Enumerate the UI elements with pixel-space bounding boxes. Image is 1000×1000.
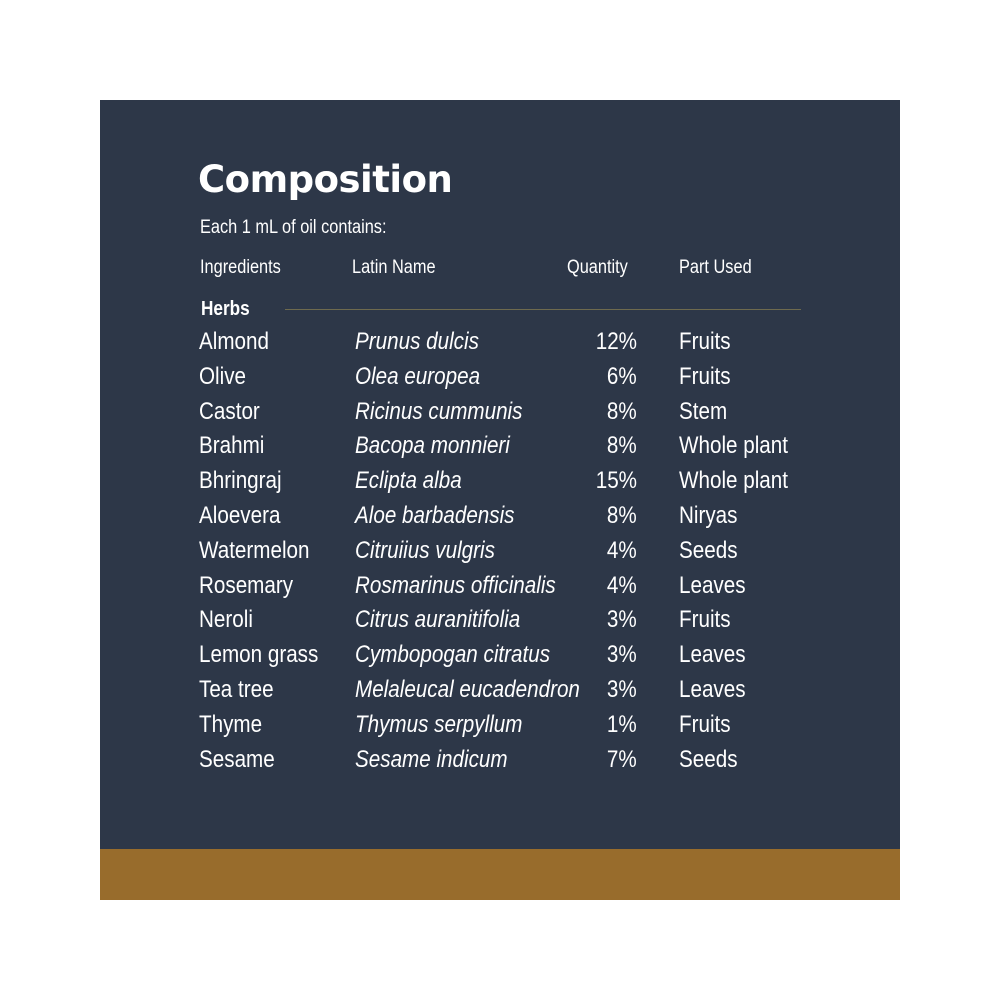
ingredient-cell: Sesame: [199, 745, 275, 773]
ingredient-cell: Neroli: [199, 606, 253, 634]
quantity-cell: 3%: [607, 675, 637, 703]
part-used-cell: Leaves: [679, 675, 746, 703]
table-row: [100, 464, 900, 499]
ingredient-cell: Thyme: [199, 710, 263, 738]
ingredient-cell: Lemon grass: [199, 641, 319, 669]
part-used-cell: Seeds: [679, 536, 738, 564]
ingredient-cell: Aloevera: [199, 501, 281, 529]
part-used-cell: Niryas: [679, 501, 738, 529]
latin-name-cell: Ricinus cummunis: [355, 397, 523, 425]
part-used-cell: Seeds: [679, 745, 738, 773]
table-row: [100, 325, 900, 360]
part-used-cell: Whole plant: [679, 467, 789, 495]
part-used-cell: Leaves: [679, 641, 746, 669]
table-row: [100, 708, 900, 743]
quantity-cell: 1%: [607, 710, 637, 738]
quantity-cell: 8%: [607, 432, 637, 460]
latin-name-cell: Citruiius vulgris: [355, 536, 495, 564]
ingredient-cell: Castor: [199, 397, 260, 425]
table-row: [100, 603, 900, 638]
accent-band: [100, 849, 900, 900]
part-used-cell: Stem: [679, 397, 728, 425]
part-used-cell: Leaves: [679, 571, 746, 599]
ingredient-cell: Rosemary: [199, 571, 294, 599]
part-used-cell: Fruits: [679, 362, 731, 390]
quantity-cell: 12%: [595, 328, 637, 355]
section-divider: [285, 309, 801, 310]
header-ingredients: Ingredients: [200, 257, 281, 278]
table-row: [100, 743, 900, 778]
latin-name-cell: Bacopa monnieri: [355, 432, 510, 460]
quantity-cell: 6%: [607, 362, 637, 390]
ingredient-cell: Bhringraj: [199, 467, 282, 495]
table-row: [100, 534, 900, 569]
section-herbs: [100, 294, 900, 324]
table-row: [100, 429, 900, 464]
ingredient-cell: Almond: [199, 328, 269, 355]
quantity-cell: 3%: [607, 606, 637, 634]
latin-name-cell: Rosmarinus officinalis: [355, 571, 556, 599]
latin-name-cell: Melaleucal eucadendron: [355, 675, 580, 703]
table-row: [100, 395, 900, 430]
part-used-cell: Whole plant: [679, 432, 789, 460]
part-used-cell: Fruits: [679, 606, 731, 634]
table-row: [100, 673, 900, 708]
ingredient-cell: Tea tree: [199, 675, 274, 703]
quantity-cell: 4%: [607, 571, 637, 599]
quantity-cell: 8%: [607, 501, 637, 529]
header-latin-name: Latin Name: [352, 257, 436, 278]
latin-name-cell: Prunus dulcis: [355, 328, 479, 355]
table-header: [100, 254, 900, 282]
header-quantity: Quantity: [567, 257, 628, 278]
quantity-cell: 15%: [595, 467, 637, 495]
quantity-cell: 8%: [607, 397, 637, 425]
ingredient-cell: Watermelon: [199, 536, 310, 564]
latin-name-cell: Aloe barbadensis: [355, 501, 515, 529]
latin-name-cell: Citrus auranitifolia: [355, 606, 521, 634]
quantity-cell: 7%: [607, 745, 637, 773]
latin-name-cell: Eclipta alba: [355, 467, 462, 495]
table-row: [100, 499, 900, 534]
ingredient-list: [100, 325, 900, 777]
table-row: [100, 638, 900, 673]
latin-name-cell: Sesame indicum: [355, 745, 508, 773]
ingredient-cell: Olive: [199, 362, 247, 390]
quantity-cell: 3%: [607, 641, 637, 669]
ingredient-cell: Brahmi: [199, 432, 265, 460]
part-used-cell: Fruits: [679, 710, 731, 738]
table-row: [100, 569, 900, 604]
quantity-cell: 4%: [607, 536, 637, 564]
composition-card: [100, 100, 900, 900]
subtitle: Each 1 mL of oil contains:: [200, 217, 387, 238]
table-row: [100, 360, 900, 395]
latin-name-cell: Cymbopogan citratus: [355, 641, 551, 669]
latin-name-cell: Thymus serpyllum: [355, 710, 523, 738]
section-label: Herbs: [201, 298, 250, 320]
part-used-cell: Fruits: [679, 328, 731, 355]
page-title: Composition: [198, 158, 453, 201]
header-part-used: Part Used: [679, 257, 752, 278]
latin-name-cell: Olea europea: [355, 362, 481, 390]
